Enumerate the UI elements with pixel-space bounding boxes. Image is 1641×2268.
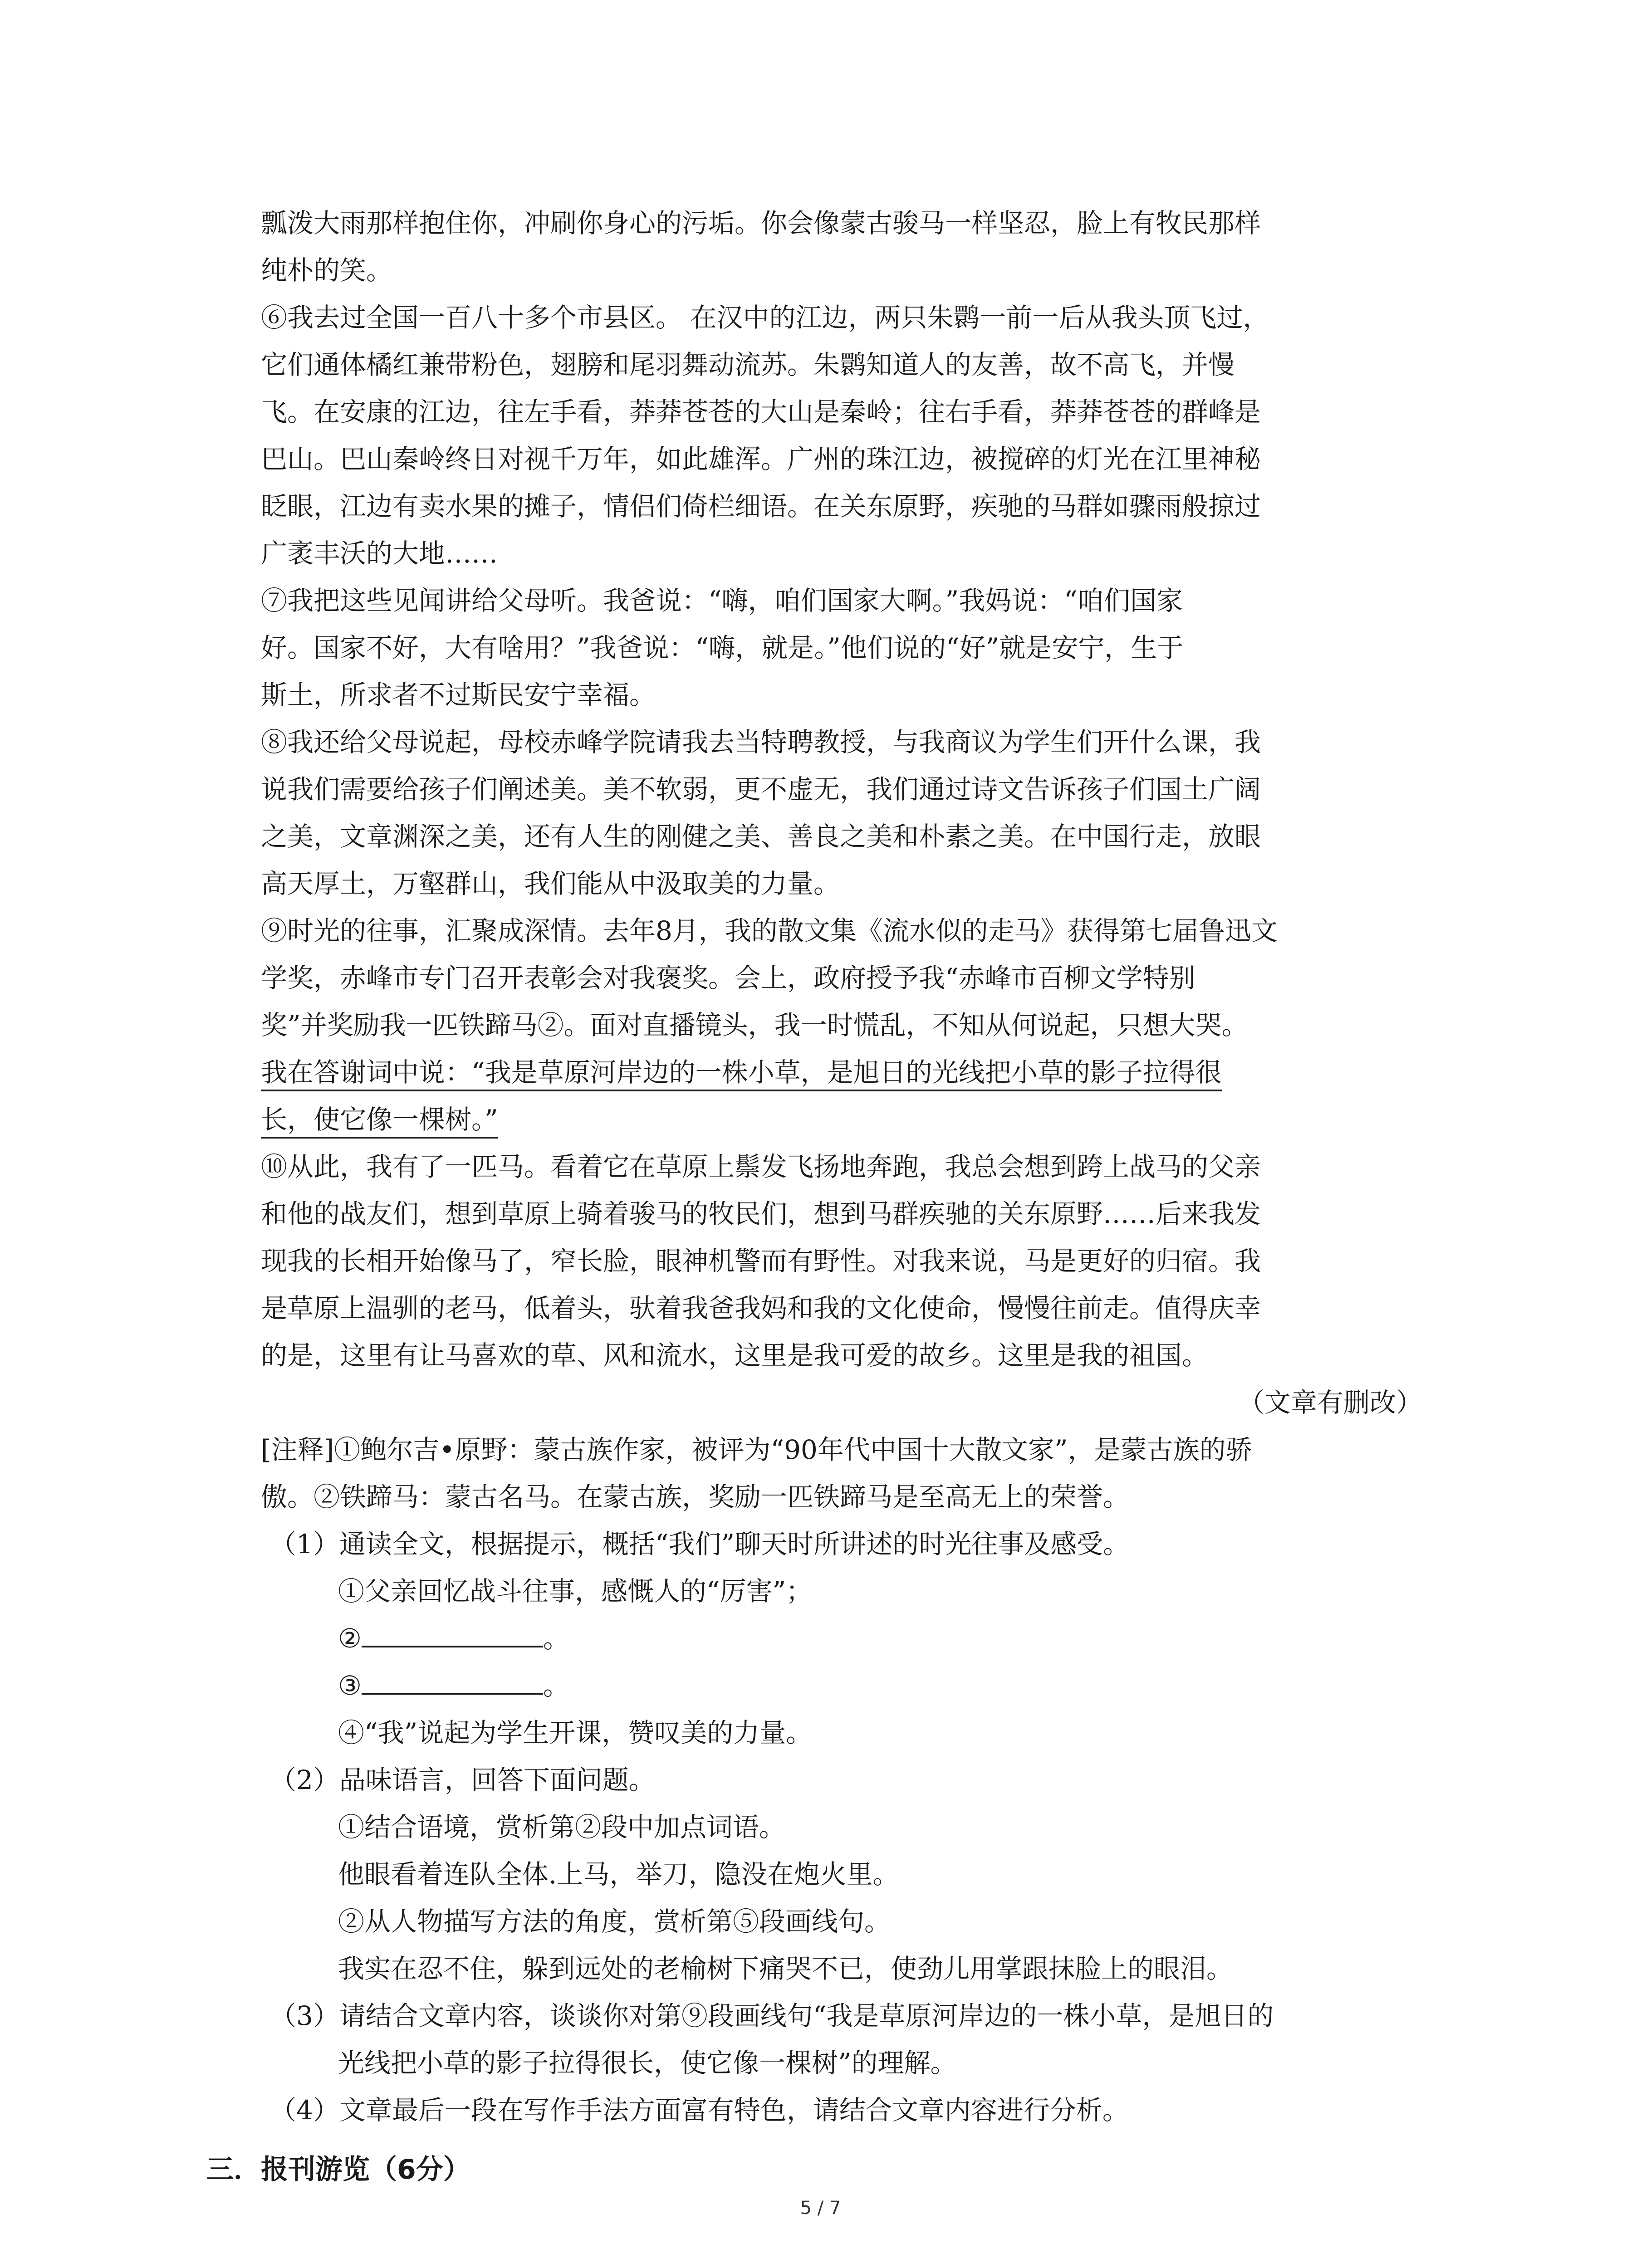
question-1-item-2 — [261, 1615, 1422, 1662]
underlined-sentence — [261, 1096, 1422, 1143]
section-title: 三．报刊游览（6分） — [206, 2154, 470, 2185]
text-line: 之美，文章渊深之美，还有人生的刚健之美、善良之美和朴素之美。在中国行走，放眼 — [261, 821, 1261, 852]
text-line: ⑧我还给父母说起，母校赤峰学院请我去当特聘教授，与我商议为学生们开什么课，我 — [261, 727, 1261, 758]
question-1 — [261, 1520, 1422, 1756]
text-line: ⑩从此，我有了一匹马。看着它在草原上鬃发飞扬地奔跑，我总会想到跨上战马的父亲 — [261, 1151, 1261, 1182]
text-line: 奖”并奖励我一匹铁蹄马②。面对直播镜头，我一时慌乱，不知从何说起，只想大哭。 — [261, 1010, 1248, 1041]
underlined-text: 我在答谢词中说：“我是草原河岸边的一株小草，是旭日的光线把小草的影子拉得很 — [261, 1057, 1222, 1091]
question-2-item-1: ①结合语境，赏析第②段中加点词语。 — [338, 1812, 786, 1843]
text-line: 它们通体橘红兼带粉色，翅膀和尾羽舞动流苏。朱鹮知道人的友善，故不高飞，并慢 — [261, 349, 1235, 380]
question-1-item-4: ④“我”说起为学生开课，赞叹美的力量。 — [338, 1717, 813, 1748]
document-page — [206, 200, 1422, 2195]
question-2-item-2-quote: 我实在忍不住，躲到远处的老榆树下痛哭不已，使劲儿用掌跟抹脸上的眼泪。 — [338, 1953, 1233, 1984]
text-line: ⑨时光的往事，汇聚成深情。去年8月，我的散文集《流水似的走马》获得第七届鲁迅文 — [261, 915, 1278, 946]
footnotes — [261, 1426, 1422, 1520]
text-line: 现我的长相开始像马了，窄长脸，眼神机警而有野性。对我来说，马是更好的归宿。我 — [261, 1246, 1261, 1276]
text-line: 好。国家不好，大有啥用？”我爸说：“嗨，就是。”他们说的“好”就是安宁，生于 — [261, 632, 1184, 663]
text-line: 说我们需要给孩子们阐述美。美不软弱，更不虚无，我们通过诗文告诉孩子们国土广阔 — [261, 774, 1261, 805]
text-line: 的是，这里有让马喜欢的草、风和流水，这里是我可爱的故乡。这里是我的祖国。 — [261, 1340, 1209, 1371]
text-line: 和他的战友们，想到草原上骑着骏马的牧民们，想到马群疾驰的关东原野……后来我发 — [261, 1198, 1261, 1229]
question-3 — [261, 1992, 1422, 2087]
text-line: 飞。在安康的江边，往左手看，莽莽苍苍的大山是秦岭；往右手看，莽莽苍苍的群峰是 — [261, 396, 1261, 427]
underlined-sentence — [261, 1049, 1422, 1096]
text-line: ⑦我把这些见闻讲给父母听。我爸说：“嗨，咱们国家大啊。”我妈说：“咱们国家 — [261, 585, 1183, 616]
page-number: 5 / 7 — [800, 2198, 841, 2219]
question-3-prompt-continued: 光线把小草的影子拉得很长，使它像一棵树”的理解。 — [338, 2048, 957, 2078]
text-line: 斯土，所求者不过斯民安宁幸福。 — [261, 679, 656, 710]
text-line: 广袤丰沃的大地…… — [261, 538, 498, 569]
question-1-item-1: ①父亲回忆战斗往事，感慨人的“厉害”； — [338, 1576, 813, 1607]
answer-blank[interactable] — [362, 1667, 543, 1695]
text-line: 是草原上温驯的老马，低着头，驮着我爸我妈和我的文化使命，慢慢往前走。值得庆幸 — [261, 1293, 1261, 1324]
item-number: ③ — [338, 1670, 362, 1701]
footnote-line: [注释]①鲍尔吉•原野：蒙古族作家，被评为“90年代中国十大散文家”，是蒙古族的骄 — [261, 1434, 1252, 1465]
text-line: 高天厚土，万壑群山，我们能从中汲取美的力量。 — [261, 868, 840, 899]
paragraph-10 — [261, 1143, 1422, 1379]
text-line: 学奖，赤峰市专门召开表彰会对我褒奖。会上，政府授予我“赤峰市百柳文学特别 — [261, 963, 1195, 993]
question-1-prompt: （1）通读全文，根据提示，概括“我们”聊天时所讲述的时光往事及感受。 — [270, 1529, 1130, 1559]
underlined-text: 长，使它像一棵树。” — [261, 1104, 498, 1139]
question-2-item-2: ②从人物描写方法的角度，赏析第⑤段画线句。 — [338, 1906, 891, 1937]
item-end: 。 — [543, 1623, 570, 1654]
question-3-prompt: （3）请结合文章内容，谈谈你对第⑨段画线句“我是草原河岸边的一株小草，是旭日的 — [270, 2000, 1274, 2031]
question-4 — [261, 2087, 1422, 2134]
footnote-line: 傲。②铁蹄马：蒙古名马。在蒙古族，奖励一匹铁蹄马是至高无上的荣誉。 — [261, 1481, 1130, 1512]
paragraph-5-tail — [261, 200, 1422, 294]
question-1-item-3 — [261, 1662, 1422, 1709]
article-source-note: （文章有删改） — [1238, 1387, 1422, 1418]
paragraph-6 — [261, 294, 1422, 577]
question-2-prompt: （2）品味语言，回答下面问题。 — [270, 1765, 655, 1795]
text-line: 瓢泼大雨那样抱住你，冲刷你身心的污垢。你会像蒙古骏马一样坚忍，脸上有牧民那样 — [261, 208, 1261, 239]
question-2 — [261, 1756, 1422, 1992]
item-end: 。 — [543, 1670, 570, 1701]
question-2-item-1-quote: 他眼看着连队全体.上马，举刀，隐没在炮火里。 — [338, 1859, 899, 1890]
item-number: ② — [338, 1623, 362, 1654]
text-line: 纯朴的笑。 — [261, 255, 393, 286]
text-line: 眨眼，江边有卖水果的摊子，情侣们倚栏细语。在关东原野，疾驰的马群如骤雨般掠过 — [261, 491, 1261, 522]
question-4-prompt: （4）文章最后一段在写作手法方面富有特色，请结合文章内容进行分析。 — [270, 2095, 1129, 2126]
paragraph-9 — [261, 907, 1422, 1143]
answer-blank[interactable] — [362, 1619, 543, 1647]
text-line: ⑥我去过全国一百八十多个市县区。 在汉中的江边，两只朱鹮一前一后从我头顶飞过， — [261, 302, 1269, 333]
text-line: 巴山。巴山秦岭终日对视千万年，如此雄浑。广州的珠江边，被搅碎的灯光在江里神秘 — [261, 444, 1261, 474]
paragraph-8 — [261, 719, 1422, 907]
paragraph-7 — [261, 577, 1422, 719]
